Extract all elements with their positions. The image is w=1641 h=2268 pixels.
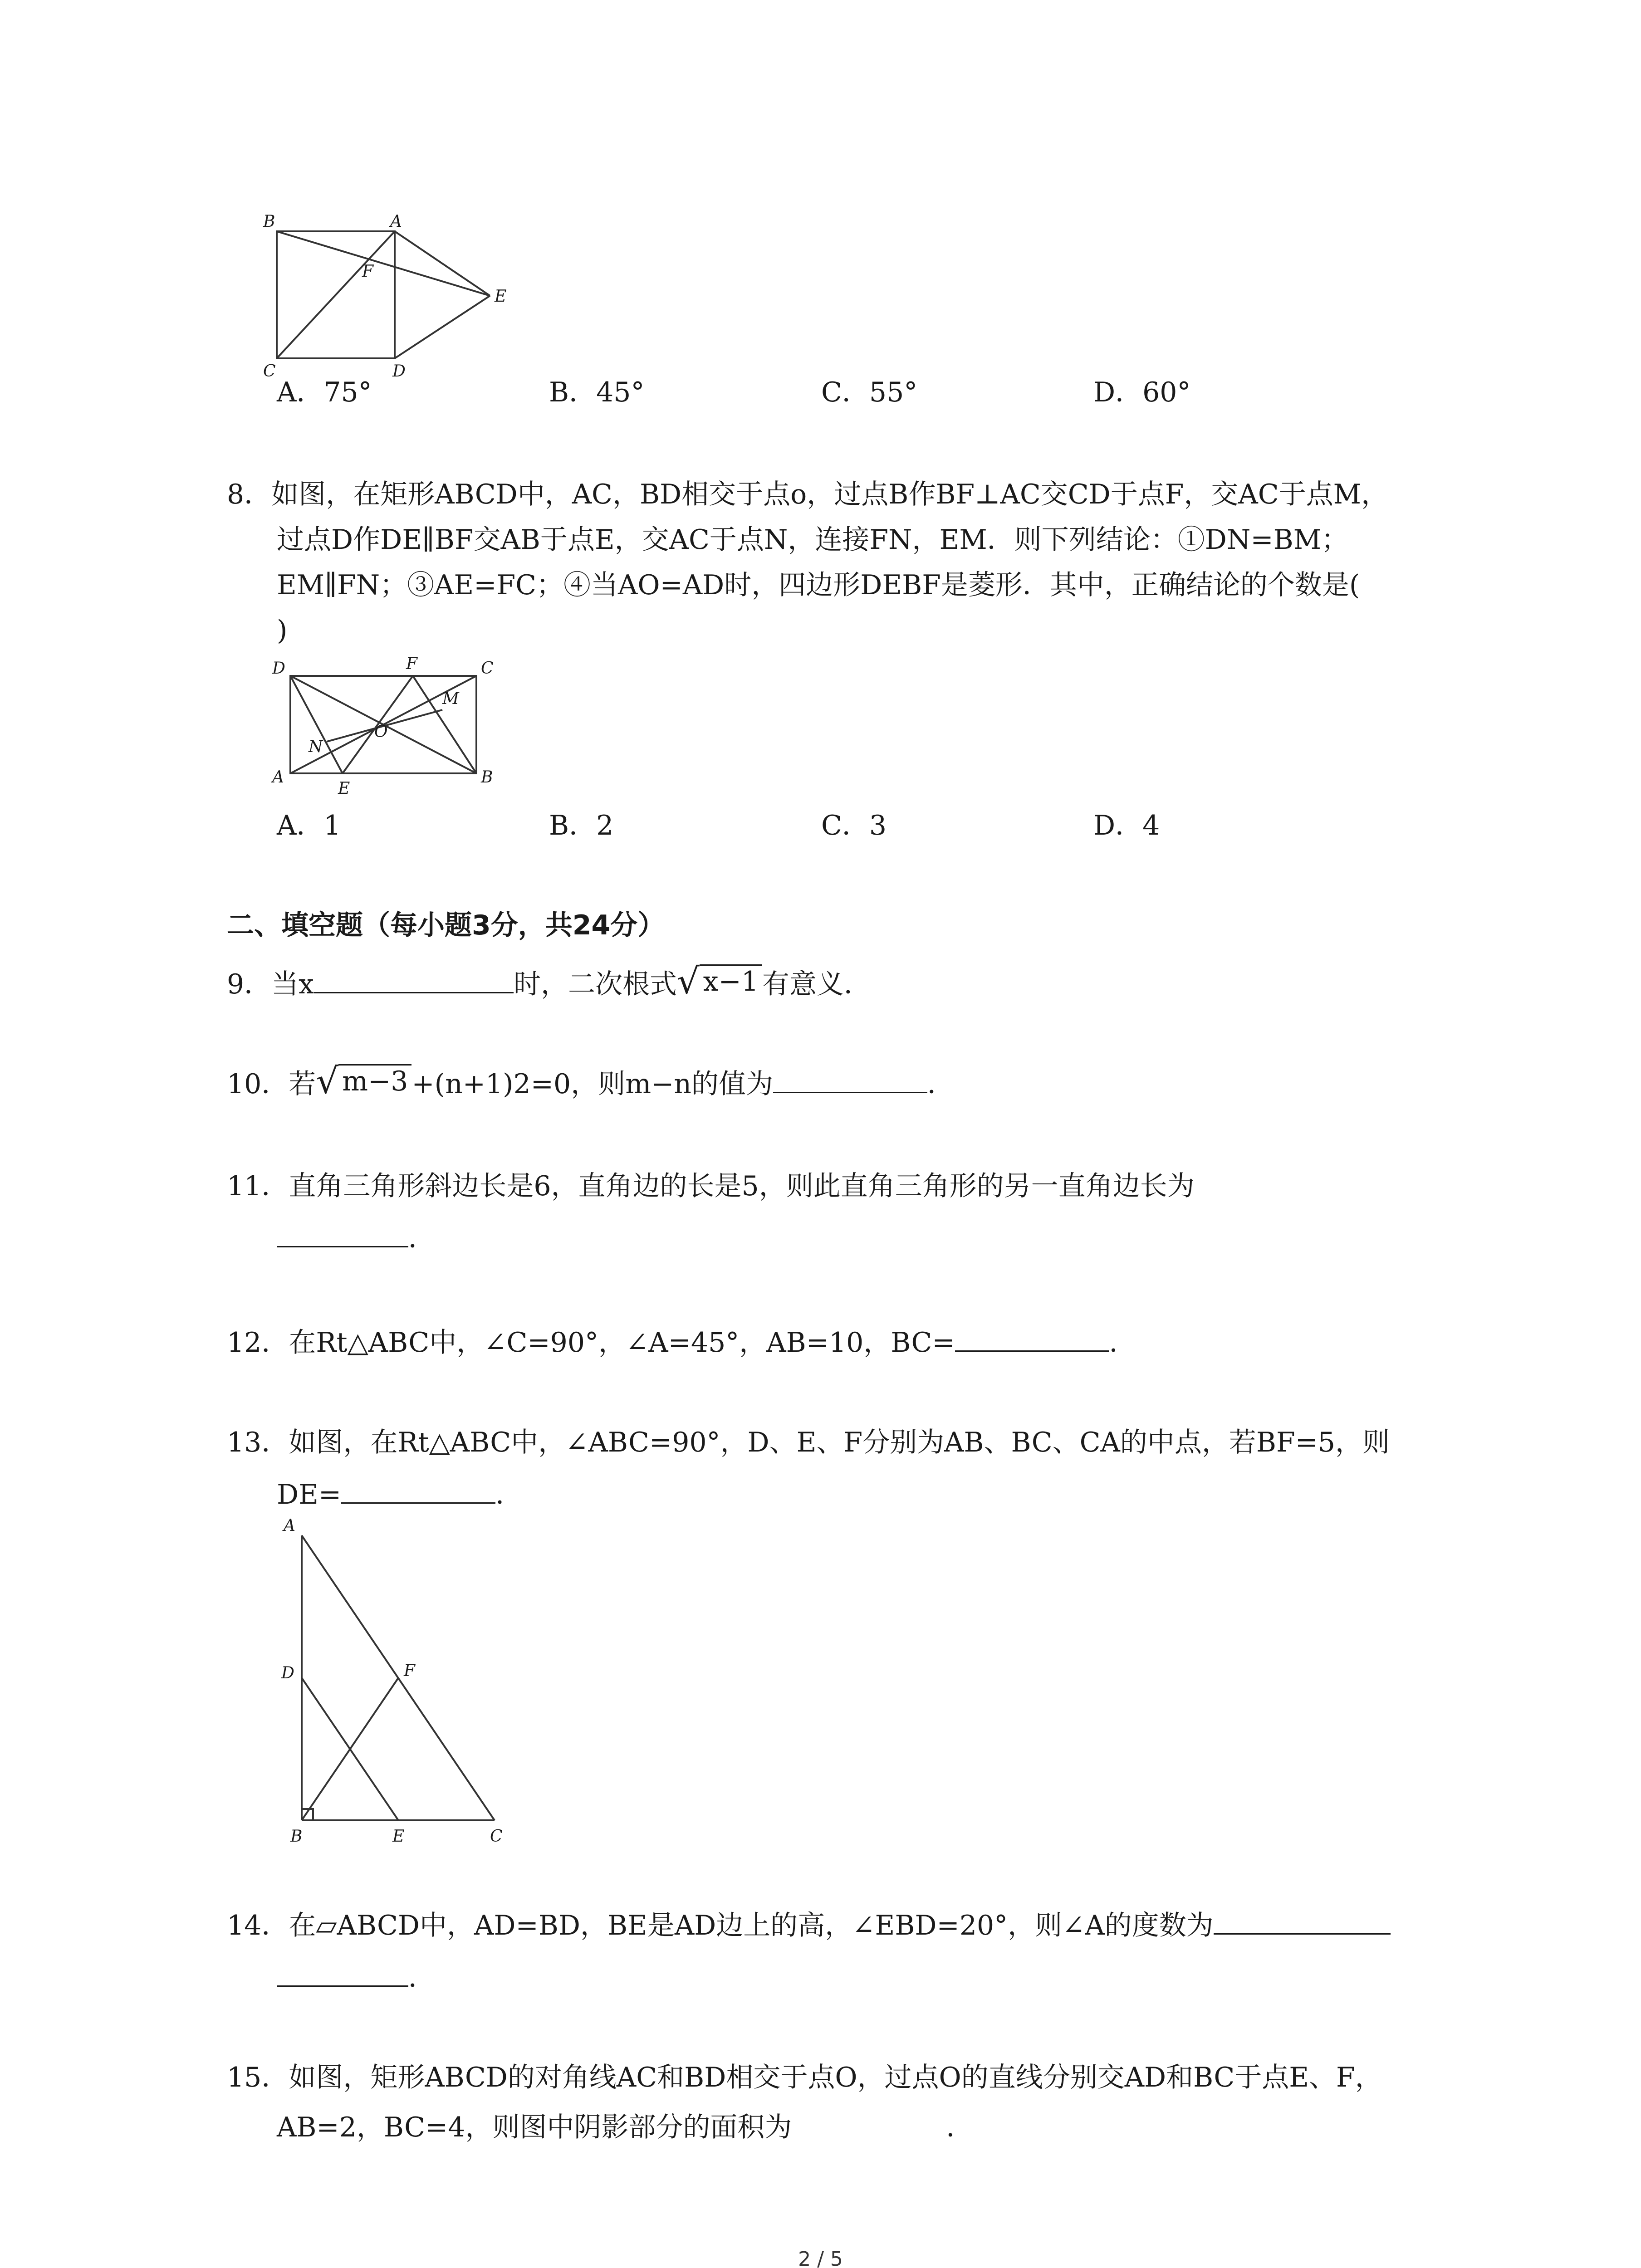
q10-suffix: ． <box>927 1068 955 1100</box>
q8-figure <box>263 653 517 807</box>
q7-option-b: B．45° <box>549 376 645 408</box>
q8-option-a: A．1 <box>277 810 341 841</box>
q13-line-2-prefix: DE= <box>277 1479 342 1510</box>
q15-line-1: 15．如图，矩形ABCD的对角线AC和BD相交于点O，过点O的直线分别交AD和BC于点E、F， <box>227 2062 1382 2093</box>
q12-answer-blank[interactable] <box>955 1322 1109 1352</box>
q8-option-d: D．4 <box>1093 810 1160 841</box>
q7-label-e: E <box>495 287 507 306</box>
q13-label-a: A <box>284 1516 295 1535</box>
q14-suffix: ． <box>408 1962 436 1994</box>
q10-prefix: 10．若 <box>227 1068 316 1100</box>
q9-sqrt <box>677 961 762 1002</box>
q7-line-be <box>277 231 490 296</box>
q10 <box>227 1061 955 1107</box>
q8-label-f: F <box>406 655 417 673</box>
q14-answer-blank-1[interactable] <box>1214 1905 1391 1935</box>
q9-radicand: x−1 <box>700 964 762 997</box>
q9-answer-blank[interactable] <box>314 964 514 993</box>
q8-line-3: EM∥FN；③AE=FC；④当AO=AD时，四边形DEBF是菱形．其中，正确结论的个数是( <box>277 569 1360 601</box>
radical-sign-icon: √ <box>677 961 700 1002</box>
q8-label-o: O <box>374 723 388 741</box>
q13-answer-blank[interactable] <box>341 1474 495 1504</box>
q8-option-b: B．2 <box>549 810 614 841</box>
q13-figure <box>272 1510 526 1855</box>
q7-line-ae <box>395 231 490 296</box>
q11-line-2 <box>277 1216 436 1261</box>
q7-figure <box>254 209 526 381</box>
q9-mid: 时，二次根式 <box>514 968 677 1000</box>
q10-radicand: m−3 <box>338 1064 411 1097</box>
q7-line-de <box>395 296 490 358</box>
q7-label-f: F <box>362 262 373 281</box>
q14-text: 14．在▱ABCD中，AD=BD，BE是AD边上的高，∠EBD=20°，则∠A的度数为 <box>227 1910 1214 1941</box>
q12 <box>227 1320 1136 1365</box>
q10-answer-blank[interactable] <box>773 1064 927 1093</box>
q11-suffix: ． <box>408 1222 436 1254</box>
q8-line-4: ) <box>277 615 288 646</box>
q8-option-c: C．3 <box>821 810 887 841</box>
section-2-heading: 二、填空题（每小题3分，共24分） <box>227 909 665 941</box>
page-number: 2 / 5 <box>798 2248 843 2268</box>
q13-label-b: B <box>290 1827 303 1846</box>
q7-option-c: C．55° <box>821 376 918 408</box>
q8-label-c: C <box>481 659 494 678</box>
q13-label-c: C <box>490 1827 503 1846</box>
q14-line-2 <box>277 1955 436 2000</box>
q10-mid: +(n+1)2=0，则m−n的值为 <box>411 1068 774 1100</box>
q13-suffix: ． <box>495 1479 523 1510</box>
q7-diagonal-ca <box>277 231 395 358</box>
q15-suffix: ． <box>946 2112 974 2143</box>
q7-option-d: D．60° <box>1093 376 1191 408</box>
q8-line-1: 8．如图，在矩形ABCD中，AC，BD相交于点o，过点B作BF⊥AC交CD于点F，交AC于点M， <box>227 479 1389 510</box>
radical-sign-icon: √ <box>316 1061 339 1102</box>
q12-suffix: ． <box>1109 1327 1136 1359</box>
q8-label-a: A <box>272 768 284 787</box>
q8-label-b: B <box>481 768 493 787</box>
q13-label-d: D <box>281 1664 294 1682</box>
q8-label-e: E <box>338 779 350 798</box>
q8-line-2: 过点D作DE∥BF交AB于点E，交AC于点N，连接FN，EM．则下列结论：①DN=BM； <box>277 524 1349 556</box>
q13-label-e: E <box>392 1827 405 1846</box>
q7-label-d: D <box>392 362 406 381</box>
q14-answer-blank-2[interactable] <box>277 1957 408 1987</box>
q9-prefix: 9．当x <box>227 968 314 1000</box>
q10-sqrt <box>316 1061 411 1102</box>
q7-label-b: B <box>263 212 275 231</box>
q7-option-a: A．75° <box>277 376 372 408</box>
q14-line-1 <box>227 1903 1391 1948</box>
q15-line-2 <box>277 2105 973 2150</box>
q11-line-1: 11．直角三角形斜边长是6，直角边的长是5，则此直角三角形的另一直角边长为 <box>227 1170 1195 1202</box>
q9-suffix: 有意义． <box>762 968 872 1000</box>
q13-label-f: F <box>404 1662 415 1680</box>
q11-answer-blank[interactable] <box>277 1218 408 1247</box>
q13-line-1: 13．如图，在Rt△ABC中，∠ABC=90°，D、E、F分别为AB、BC、CA的中点，若BF=5，则 <box>227 1427 1390 1458</box>
q9 <box>227 962 871 1007</box>
q7-label-c: C <box>263 362 276 381</box>
q8-label-n: N <box>309 738 323 756</box>
q15-line-2-text: AB=2，BC=4，则图中阴影部分的面积为 <box>277 2112 792 2143</box>
q7-label-a: A <box>390 212 402 231</box>
q8-label-m: M <box>442 689 459 708</box>
q8-label-d: D <box>272 659 285 678</box>
q12-prefix: 12．在Rt△ABC中，∠C=90°，∠A=45°，AB=10，BC= <box>227 1327 955 1359</box>
